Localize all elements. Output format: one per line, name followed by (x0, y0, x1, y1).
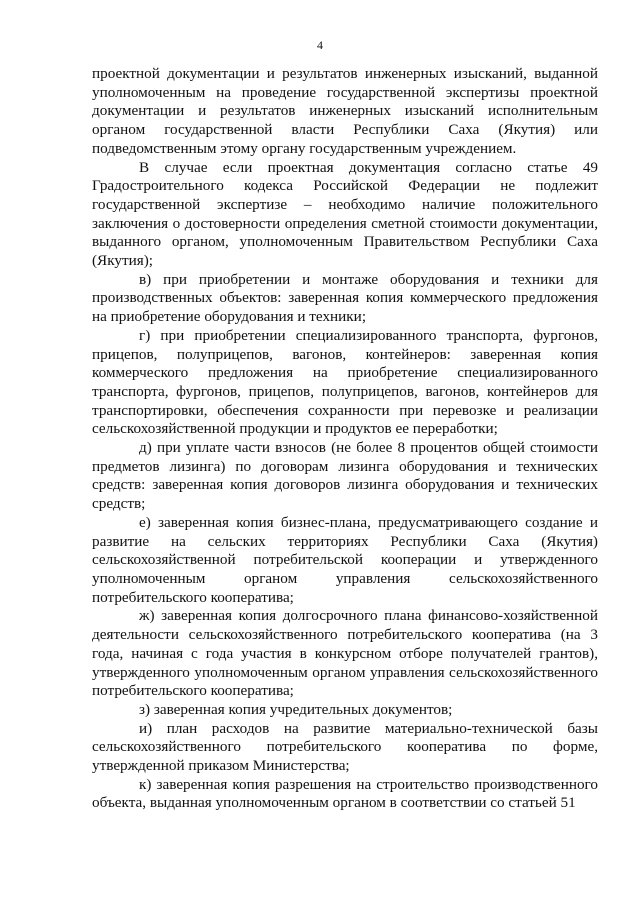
paragraph-item-e: е) заверенная копия бизнес-плана, предусматривающего создание и развитие на сельских территориях Республики Саха (Якутия) сельскохозяйственной потребительской кооперации и утвержденного уполномоченным органом управления сельскохозяйственного потребительского кооператива; (92, 513, 598, 606)
paragraph-item-v: в) при приобретении и монтаже оборудования и техники для производственных объектов: заверенная копия коммерческого предложения на приобретение оборудования и техники; (92, 270, 598, 326)
paragraph-item-d: д) при уплате части взносов (не более 8 процентов общей стоимости предметов лизинга) по договорам лизинга оборудования и технических средств: заверенная копия договоров лизинга оборудования и технических средств; (92, 439, 598, 513)
paragraph-item-i: и) план расходов на развитие материально-технической базы сельскохозяйственного потребительского кооператива по форме, утвержденной приказом Министерства; (92, 719, 598, 775)
paragraph-expertise-note: В случае если проектная документация согласно статье 49 Градостроительного кодекса Российской Федерации не подлежит государственной экспертизе – необходимо наличие положительного заключения о достоверности определения сметной стоимости документации, выданного органом, уполномоченным Правительством Республики Саха (Якутия); (92, 158, 598, 270)
page-number: 4 (317, 38, 323, 52)
paragraph-continuation: проектной документации и результатов инженерных изысканий, выданной уполномоченным на проведение государственной экспертизы проектной документации и результатов инженерных изысканий исполнительным органом государственной власти Республики Саха (Якутия) или подведомственным этому органу государственным учреждением. (92, 65, 598, 157)
paragraph-item-g: г) при приобретении специализированного транспорта, фургонов, прицепов, полуприцепов, вагонов, контейнеров: заверенная копия коммерческого предложения на приобретение специализированного транспорта, фургонов, прицепов, полуприцепов, вагонов, контейнеров для транспортировки, обеспечения сохранности при перевозке и реализации сельскохозяйственной продукции и продуктов ее переработки; (92, 326, 598, 438)
paragraph-item-zh: ж) заверенная копия долгосрочного плана финансово-хозяйственной деятельности сельскохозяйственного потребительского кооператива (на 3 года, начиная с года участия в конкурсном отборе получателей грантов), утвержденного уполномоченным органом управления сельскохозяйственного потребительского кооператива; (92, 607, 598, 700)
document-body (92, 65, 598, 813)
paragraph-item-z: з) заверенная копия учредительных документов; (139, 700, 453, 718)
paragraph-item-k: к) заверенная копия разрешения на строительство производственного объекта, выданная уполномоченным органом в соответствии со статьей 51 (92, 775, 598, 812)
